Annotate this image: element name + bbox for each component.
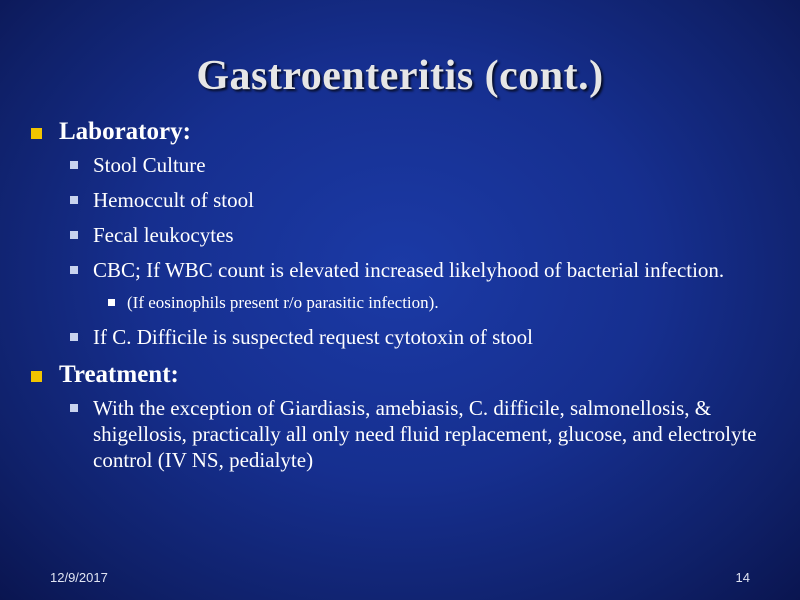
- square-bullet-icon: [31, 128, 42, 139]
- bullet-text: With the exception of Giardiasis, amebiasis, C. difficile, salmonellosis, & shigellosis, practically all only need fluid replacement, glucose, and electrolyte control (IV NS, pedialyte): [93, 396, 757, 472]
- bullet-text: (If eosinophils present r/o parasitic infection).: [127, 293, 439, 312]
- square-bullet-icon: [70, 333, 78, 341]
- bullet-text: If C. Difficile is suspected request cytotoxin of stool: [93, 325, 533, 349]
- square-bullet-icon: [70, 231, 78, 239]
- section-heading-laboratory: Laboratory:: [59, 118, 191, 145]
- bullet-laboratory: [28, 116, 758, 148]
- bullet-text: CBC; If WBC count is elevated increased likelyhood of bacterial infection.: [93, 258, 725, 282]
- square-bullet-icon: [108, 299, 115, 306]
- bullet-treatment: [28, 359, 758, 391]
- bullet-cbc: [68, 257, 758, 283]
- bullet-c-difficile: [68, 324, 758, 350]
- bullet-stool-culture: [68, 152, 758, 178]
- bullet-treatment-detail: [68, 395, 758, 473]
- square-bullet-icon: [70, 404, 78, 412]
- square-bullet-icon: [70, 196, 78, 204]
- bullet-text: Stool Culture: [93, 153, 206, 177]
- section-heading-treatment: Treatment:: [59, 361, 179, 388]
- footer-page-number: 14: [735, 570, 750, 585]
- bullet-hemoccult: [68, 187, 758, 213]
- bullet-fecal-leukocytes: [68, 222, 758, 248]
- footer-date: 12/9/2017: [50, 570, 108, 585]
- slide-title: Gastroenteritis (cont.): [196, 53, 604, 99]
- bullet-text: Fecal leukocytes: [93, 223, 234, 247]
- slide-content: [28, 116, 758, 482]
- square-bullet-icon: [31, 371, 42, 382]
- bullet-eosinophils: [108, 292, 758, 314]
- square-bullet-icon: [70, 161, 78, 169]
- bullet-text: Hemoccult of stool: [93, 188, 254, 212]
- square-bullet-icon: [70, 266, 78, 274]
